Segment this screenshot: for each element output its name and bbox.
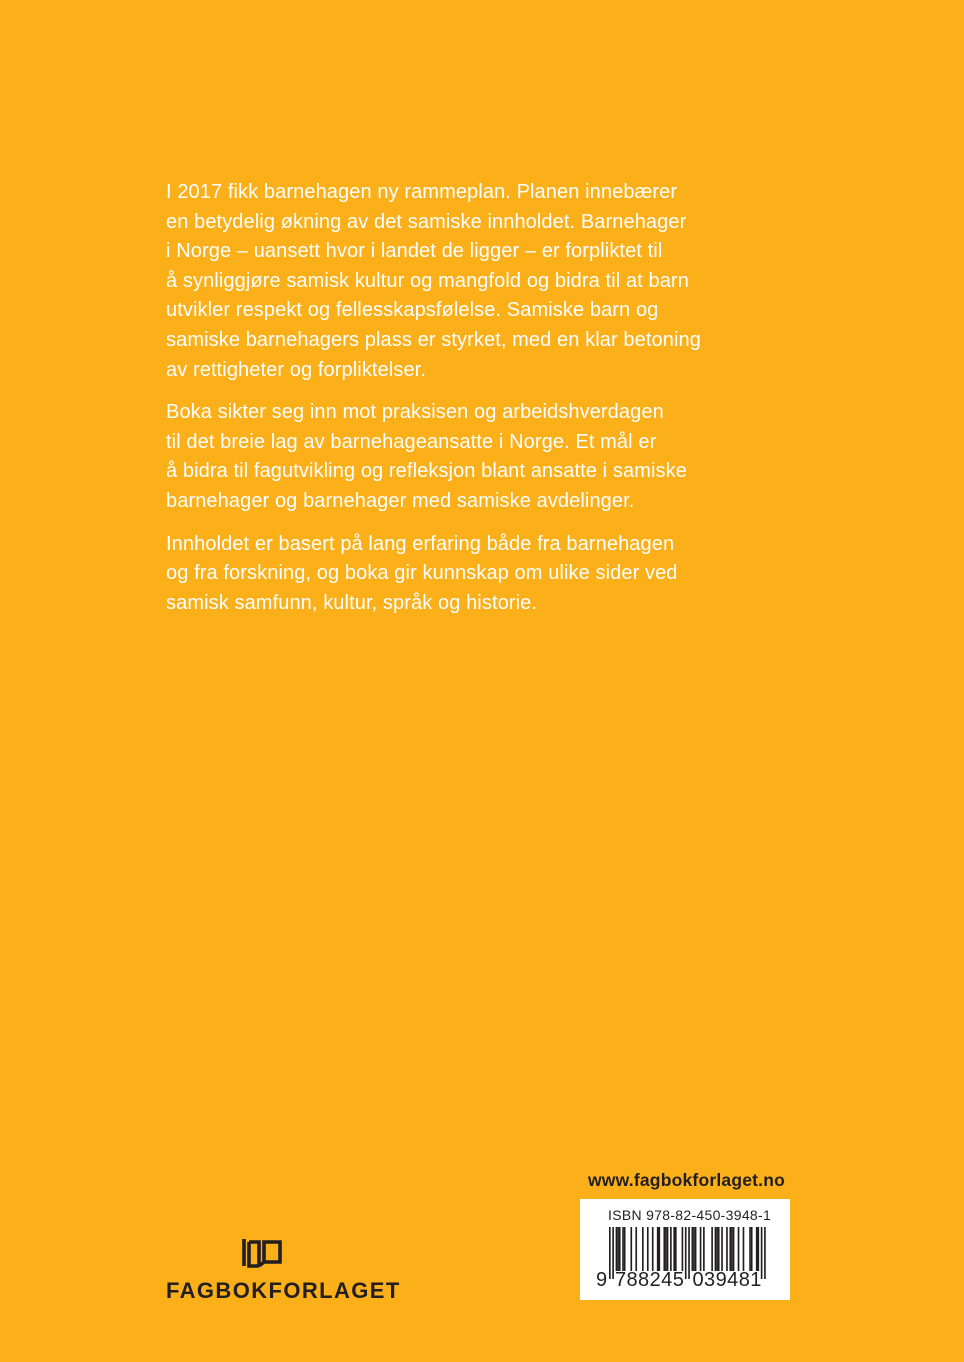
blurb-line: Boka sikter seg inn mot praksisen og arbeidshverdagen	[166, 401, 664, 424]
back-cover-blurb	[166, 178, 806, 631]
barcode-bar	[659, 1227, 661, 1271]
barcode-bar	[729, 1227, 731, 1271]
barcode-bar	[642, 1227, 644, 1271]
barcode-bar	[749, 1227, 751, 1271]
barcode-digit: 8	[738, 1269, 750, 1291]
barcode-digit: 2	[649, 1269, 661, 1291]
publisher-website[interactable]: www.fagbokforlaget.no	[588, 1170, 786, 1190]
barcode-digit: 4	[661, 1269, 673, 1291]
barcode-bar	[652, 1227, 654, 1271]
barcode-bar	[731, 1227, 733, 1271]
barcode-bar	[716, 1227, 718, 1271]
barcode-bar	[743, 1227, 745, 1271]
barcode-bar	[715, 1227, 717, 1271]
barcode-bar	[624, 1227, 626, 1271]
barcode-bar	[758, 1227, 760, 1271]
barcode-bar	[733, 1227, 735, 1271]
barcode-bar	[726, 1227, 728, 1271]
barcode-digit: 0	[692, 1269, 704, 1291]
barcode-bar	[630, 1227, 632, 1271]
barcode-digits	[580, 1269, 790, 1297]
barcode-bar	[617, 1227, 619, 1271]
barcode-digit: 5	[672, 1269, 684, 1291]
barcode-bar	[673, 1227, 675, 1271]
isbn-barcode	[580, 1199, 790, 1300]
blurb-paragraph-3	[166, 530, 806, 619]
blurb-line: i Norge – uansett hvor i landet de ligger – er forpliktet til	[166, 240, 663, 263]
barcode-digit: 9	[715, 1269, 727, 1291]
blurb-paragraph-1	[166, 178, 806, 385]
blurb-line: I 2017 fikk barnehagen ny rammeplan. Planen innebærer	[166, 181, 678, 203]
barcode-bar	[675, 1227, 677, 1271]
isbn-label: ISBN 978-82-450-3948-1	[608, 1207, 772, 1223]
barcode-digit: 3	[704, 1269, 716, 1291]
barcode-bar	[616, 1227, 618, 1271]
barcode-bar	[692, 1227, 694, 1271]
publisher-name: FAGBOKFORLAGET	[166, 1278, 401, 1303]
blurb-line: å bidra til fagutvikling og refleksjon blant ansatte i samiske	[166, 460, 687, 483]
barcode-digit: 7	[614, 1269, 627, 1291]
barcode-bar	[700, 1227, 702, 1271]
barcode-digit: 8	[626, 1269, 638, 1291]
barcode-bar	[622, 1227, 624, 1271]
barcode-digit: 1	[750, 1269, 762, 1291]
blurb-line: og fra forskning, og boka gir kunnskap om ulike sider ved	[166, 562, 678, 585]
barcode-bar	[693, 1227, 695, 1271]
blurb-line: utvikler respekt og fellesskapsfølelse. Samiske barn og	[166, 299, 659, 322]
blurb-line: samisk samfunn, kultur, språk og historie.	[166, 591, 538, 614]
barcode-bar	[756, 1227, 758, 1271]
open-book-logo-icon	[240, 1236, 284, 1270]
blurb-line: av rettigheter og forpliktelser.	[166, 358, 426, 381]
barcode-bar	[663, 1227, 665, 1271]
blurb-line: barnehager og barnehager med samiske avdelinger.	[166, 489, 635, 512]
barcode-bar	[635, 1227, 637, 1271]
barcode-bar	[751, 1227, 753, 1271]
barcode-bar	[682, 1227, 684, 1271]
barcode-bar	[721, 1227, 723, 1271]
barcode-digit: 8	[638, 1269, 650, 1291]
barcode-bar	[619, 1227, 621, 1271]
blurb-line: å synliggjøre samisk kultur og mangfold og bidra til at barn	[166, 269, 689, 292]
barcode-bar	[703, 1227, 705, 1271]
blurb-line: samiske barnehagers plass er styrket, med en klar betoning	[166, 328, 701, 351]
barcode-bar	[667, 1227, 669, 1271]
barcode-digit: 9	[596, 1269, 608, 1291]
blurb-line: til det breie lag av barnehageansatte i Norge. Et mål er	[166, 430, 657, 453]
barcode-bar	[670, 1227, 672, 1271]
barcode-bar	[718, 1227, 720, 1271]
blurb-paragraph-2	[166, 398, 806, 516]
blurb-line: en betydelig økning av det samiske innholdet. Barnehager	[166, 210, 687, 233]
barcode-bar	[738, 1227, 740, 1271]
blurb-line: Innholdet er basert på lang erfaring både fra barnehagen	[166, 532, 675, 555]
barcode-bar	[647, 1227, 649, 1271]
barcode-digit: 4	[727, 1269, 739, 1291]
barcode-bar	[695, 1227, 697, 1271]
barcode-bar	[665, 1227, 667, 1271]
barcode-bar	[711, 1227, 713, 1271]
barcode-bar	[657, 1227, 659, 1271]
